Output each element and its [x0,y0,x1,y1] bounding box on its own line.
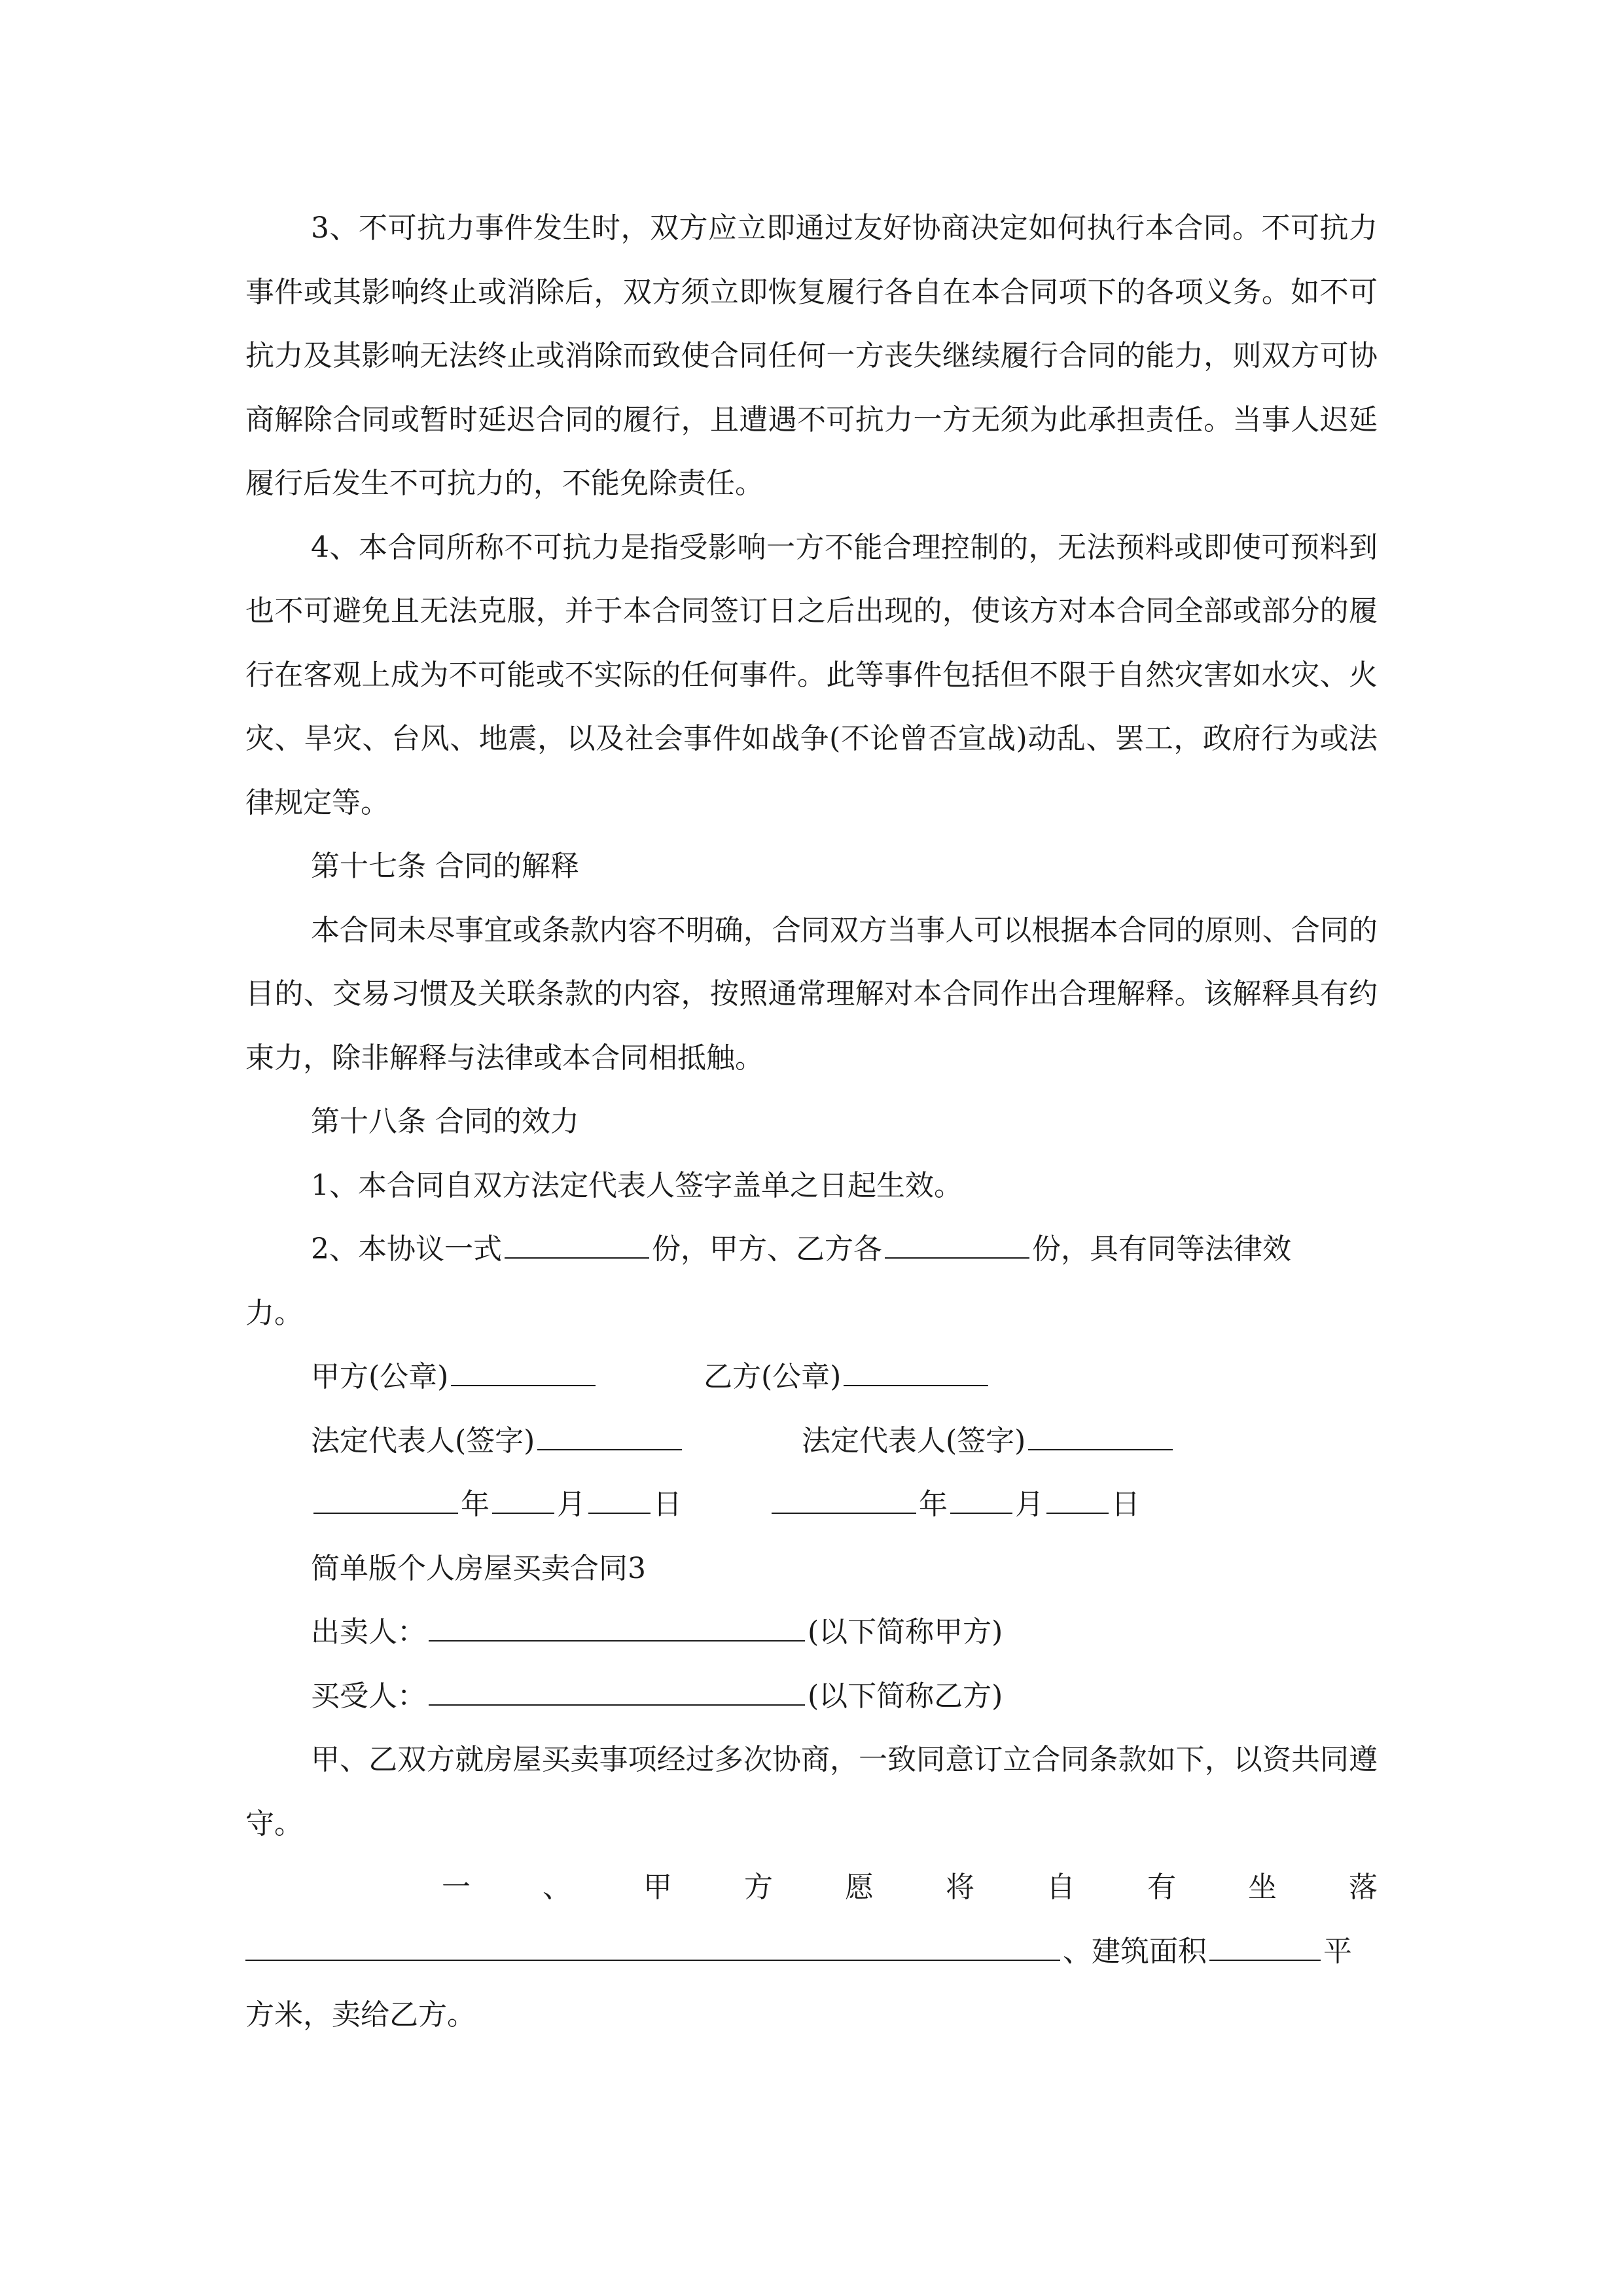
force-majeure-clause-4: 4、本合同所称不可抗力是指受影响一方不能合理控制的，无法预料或即使可预料到也不可避免且无法克服，并于本合同签订日之后出现的，使该方对本合同全部或部分的履行在客观上成为不可能或不实际的任何事件。此等事件包括但不限于自然灾害如水灾、火灾、旱灾、台风、地震，以及社会事件如战争(不论曾否宣战)动乱、罢工，政府行为或法律规定等。 [245,530,1378,819]
copies-each-blank[interactable] [885,1234,1029,1259]
party-a-day-blank[interactable] [588,1489,651,1514]
contract-3-title: 简单版个人房屋买卖合同3 [311,1551,646,1585]
buyer-name-blank[interactable] [429,1681,805,1706]
party-a-month-blank[interactable] [492,1489,554,1514]
article-18-clause-1: 1、本合同自双方法定代表人签字盖单之日起生效。 [311,1168,963,1202]
party-b-day-blank[interactable] [1046,1489,1109,1514]
article-1-line-2: 、建筑面积 平 [245,1920,1378,1984]
article-18-clause-2-end: 力。 [245,1296,303,1330]
seller-line: 出卖人： (以下简称甲方) [311,1615,1003,1649]
article-1-line-1: 一 、 甲 方 愿 将 自 有 坐 落 [442,1871,1378,1904]
party-a-seal-blank[interactable] [451,1361,596,1386]
party-a-rep-blank[interactable] [537,1426,682,1450]
seller-name-blank[interactable] [429,1617,805,1641]
signature-date-row: 年 月 日 年 月 日 [245,1473,1378,1537]
force-majeure-clause-3: 3、不可抗力事件发生时，双方应立即通过友好协商决定如何执行本合同。不可抗力事件或其影响终止或消除后，双方须立即恢复履行各自在本合同项下的各项义务。如不可抗力及其影响无法终止或消除而致使合同任何一方丧失继续履行合同的能力，则双方可协商解除合同或暂时延迟合同的履行，且遭遇不可抗力一方无须为此承担责任。当事人迟延履行后发生不可抗力的，不能免除责任。 [245,211,1378,500]
article-17-heading: 第十七条 合同的解释 [311,850,579,883]
copies-total-blank[interactable] [505,1234,649,1259]
signature-party-row: 甲方(公章) 乙方(公章) [245,1345,1378,1409]
party-a-year-blank[interactable] [313,1489,458,1514]
article-1-line-3: 方米，卖给乙方。 [245,1998,476,2032]
article-18-heading: 第十八条 合同的效力 [311,1105,579,1138]
buyer-line: 买受人： (以下简称乙方) [311,1679,1003,1713]
document-page [245,196,1378,2047]
property-location-blank[interactable] [245,1936,1060,1961]
party-b-month-blank[interactable] [950,1489,1012,1514]
signature-rep-row: 法定代表人(签字) 法定代表人(签字) [245,1409,1378,1473]
party-b-year-blank[interactable] [772,1489,916,1514]
floor-area-blank[interactable] [1209,1936,1321,1961]
preamble-paragraph: 甲、乙双方就房屋买卖事项经过多次协商，一致同意订立合同条款如下，以资共同遵守。 [245,1743,1378,1840]
party-b-rep-blank[interactable] [1028,1426,1173,1450]
article-18-clause-2: 2、本协议一式 份，甲方、乙方各 份，具有同等法律效 [311,1232,1291,1266]
party-b-seal-blank[interactable] [844,1361,988,1386]
article-17-body: 本合同未尽事宜或条款内容不明确，合同双方当事人可以根据本合同的原则、合同的目的、交易习惯及关联条款的内容，按照通常理解对本合同作出合理解释。该解释具有约束力，除非解释与法律或本合同相抵触。 [245,913,1378,1075]
